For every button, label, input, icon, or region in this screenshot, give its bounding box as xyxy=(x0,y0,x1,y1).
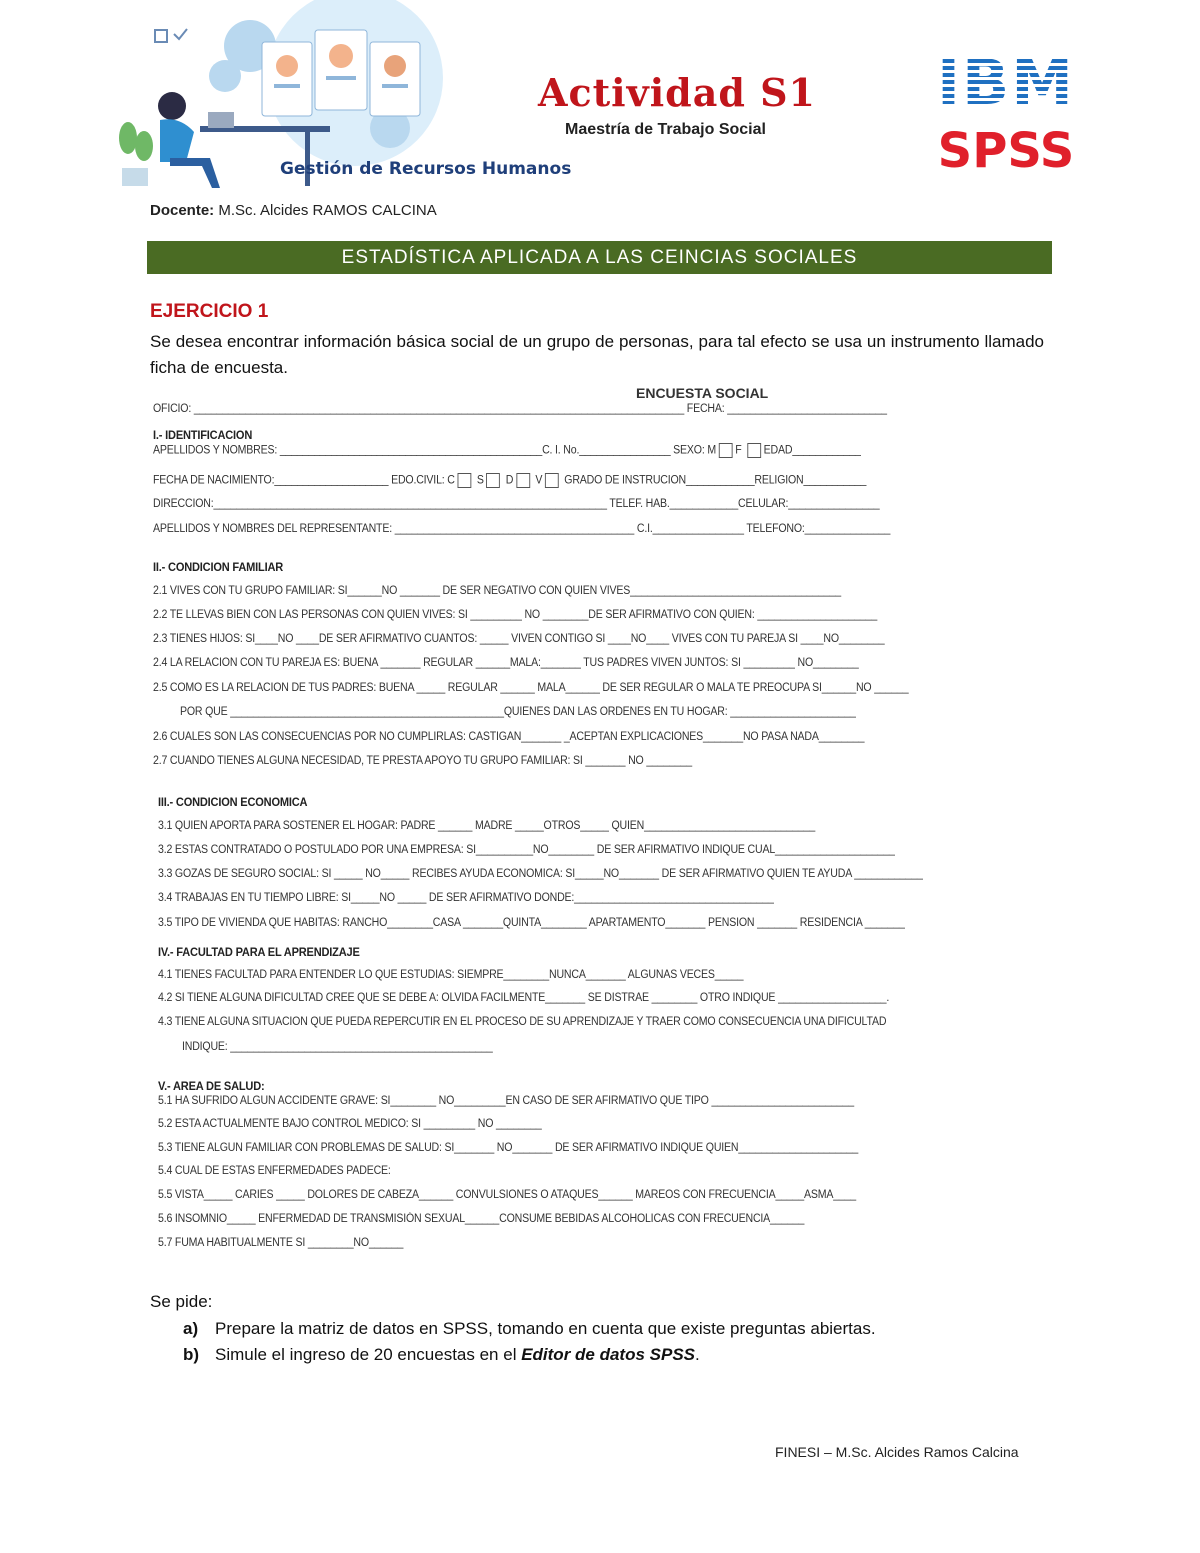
survey-name-line xyxy=(153,443,861,458)
activity-title: Actividad S1 xyxy=(538,70,816,115)
question-5-6: 5.6 INSOMNIO_____ ENFERMEDAD DE TRANSMISIÓN SEXUAL______CONSUME BEBIDAS ALCOHOLICAS CON FRECUENCIA______ xyxy=(158,1213,805,1225)
question-2-1: 2.1 VIVES CON TU GRUPO FAMILIAR: SI______NO _______ DE SER NEGATIVO CON QUIEN VIVES_____________________________________ xyxy=(153,585,841,597)
teacher-name: M.Sc. Alcides RAMOS CALCINA xyxy=(218,202,437,219)
course-banner: ESTADÍSTICA APLICADA A LAS CEINCIAS SOCIALES xyxy=(147,241,1052,274)
teacher-label: Docente: xyxy=(150,202,215,219)
question-5-2: 5.2 ESTA ACTUALMENTE BAJO CONTROL MEDICO: SI _________ NO ________ xyxy=(158,1118,542,1130)
survey-oficio-line: OFICIO: ______________________________________________________________________________________ FECHA: ____________________________ xyxy=(153,403,887,415)
checkbox-icon xyxy=(155,30,167,42)
section-familiar-heading: II.- CONDICION FAMILIAR xyxy=(153,560,284,574)
civil-d-checkbox[interactable] xyxy=(516,473,530,488)
exercise-title: EJERCICIO 1 xyxy=(150,301,269,322)
survey-address-line: DIRECCION:_____________________________________________________________________ TELEF. HAB.____________CELULAR:________________ xyxy=(153,498,880,510)
question-2-6: 2.6 CUALES SON LAS CONSECUENCIAS POR NO CUMPLIRLAS: CASTIGAN_______ _ACEPTAN EXPLICACIONES_______NO PASA NADA________ xyxy=(153,731,865,743)
question-3-3: 3.3 GOZAS DE SEGURO SOCIAL: SI _____ NO_____ RECIBES AYUDA ECONOMICA: SI_____NO_______ DE SER AFIRMATIVO QUIEN TE AYUDA ____________ xyxy=(158,868,923,880)
sex-f-label: F xyxy=(735,444,742,457)
civil-v-label: V xyxy=(535,474,543,487)
question-2-5: 2.5 COMO ES LA RELACION DE TUS PADRES: BUENA _____ REGULAR ______ MALA______ DE SER REGULAR O MALA TE PREOCUPA SI______NO ______ xyxy=(153,682,909,694)
question-4-2: 4.2 SI TIENE ALGUNA DIFICULTAD CREE QUE SE DEBE A: OLVIDA FACILMENTE_______ SE DISTRAE ________ OTRO INDIQUE ___________________. xyxy=(158,992,890,1004)
check-icon xyxy=(174,29,187,39)
question-2-7: 2.7 CUANDO TIENES ALGUNA NECESIDAD, TE PRESTA APOYO TU GRUPO FAMILIAR: SI _______ NO ________ xyxy=(153,755,692,767)
question-4-3: 4.3 TIENE ALGUNA SITUACION QUE PUEDA REPERCUTIR EN EL PROCESO DE SU APRENDIZAJE Y TRAER COMO CONSECUENCIA UNA DIFICULTAD xyxy=(158,1016,887,1028)
plant-icon xyxy=(119,122,153,186)
survey-birth-line xyxy=(153,473,866,488)
task-b-text-emphasis: Editor de datos SPSS xyxy=(521,1345,696,1364)
program-subtitle: Maestría de Trabajo Social xyxy=(565,121,766,138)
civil-c-checkbox[interactable] xyxy=(458,473,472,488)
question-3-2: 3.2 ESTAS CONTRATADO O POSTULADO POR UNA EMPRESA: SI__________NO________ DE SER AFIRMATIVO INDIQUE CUAL_____________________ xyxy=(158,844,895,856)
civil-v-checkbox[interactable] xyxy=(545,473,559,488)
section-salud-heading: V.- AREA DE SALUD: xyxy=(158,1079,265,1093)
survey-title: ENCUESTA SOCIAL xyxy=(636,385,769,401)
instruction-text: GRADO DE INSTRUCION____________RELIGION___________ xyxy=(564,474,867,487)
profile-cards-icon xyxy=(262,30,420,116)
sex-m-checkbox[interactable] xyxy=(719,443,733,458)
question-5-5: 5.5 VISTA_____ CARIES _____ DOLORES DE CABEZA______ CONVULSIONES O ATAQUES______ MAREOS CON FRECUENCIA_____ASMA____ xyxy=(158,1189,857,1201)
question-5-7: 5.7 FUMA HABITUALMENTE SI ________NO______ xyxy=(158,1237,404,1249)
task-b-text-pre: Simule el ingreso de 20 encuestas en el xyxy=(215,1345,522,1364)
question-5-3: 5.3 TIENE ALGUN FAMILIAR CON PROBLEMAS DE SALUD: SI_______ NO_______ DE SER AFIRMATIVO INDIQUE QUIEN_____________________ xyxy=(158,1142,859,1154)
page-footer: FINESI – M.Sc. Alcides Ramos Calcina xyxy=(775,1444,1019,1460)
question-4-1: 4.1 TIENES FACULTAD PARA ENTENDER LO QUE ESTUDIAS: SIEMPRE________NUNCA_______ ALGUNAS VECES_____ xyxy=(158,969,744,981)
hr-logo-illustration xyxy=(110,8,572,193)
section-economica-heading: III.- CONDICION ECONOMICA xyxy=(158,795,308,809)
edad-label: EDAD____________ xyxy=(763,444,861,457)
task-b xyxy=(183,1345,700,1365)
question-5-4: 5.4 CUAL DE ESTAS ENFERMEDADES PADECE: xyxy=(158,1165,391,1177)
sex-f-checkbox[interactable] xyxy=(747,443,761,458)
civil-s-checkbox[interactable] xyxy=(486,473,500,488)
ibm-wordmark: IBM xyxy=(936,46,1076,119)
civil-d-label: D xyxy=(505,474,514,487)
task-a-text: Prepare la matriz de datos en SPSS, tomando en cuenta que existe preguntas abiertas. xyxy=(215,1319,876,1338)
ibm-spss-logo xyxy=(920,46,1092,179)
question-3-4: 3.4 TRABAJAS EN TU TIEMPO LIBRE: SI_____NO _____ DE SER AFIRMATIVO DONDE:___________________________________ xyxy=(158,892,774,904)
question-3-5: 3.5 TIPO DE VIVIENDA QUE HABITAS: RANCHO________CASA _______QUINTA________ APARTAMENTO_______ PENSION _______ RESIDENCIA _______ xyxy=(158,917,905,929)
tasks-intro: Se pide: xyxy=(150,1292,213,1311)
exercise-description: Se desea encontrar información básica social de un grupo de personas, para tal efecto se usa un instrumento llamado ficha de encuesta. xyxy=(150,332,1044,377)
logo-caption: Gestión de Recursos Humanos xyxy=(280,159,572,179)
question-2-3: 2.3 TIENES HIJOS: SI____NO ____DE SER AFIRMATIVO CUANTOS: _____ VIVEN CONTIGO SI ____NO____ VIVES CON TU PAREJA SI ____NO________ xyxy=(153,633,885,645)
section-identificacion-heading: I.- IDENTIFICACION xyxy=(153,428,253,442)
survey-name-text: APELLIDOS Y NOMBRES: ______________________________________________C. I. No.________________ SEXO: M xyxy=(153,444,716,457)
section-aprendizaje-heading: IV.- FACULTAD PARA EL APRENDIZAJE xyxy=(158,945,360,959)
question-5-1: 5.1 HA SUFRIDO ALGUN ACCIDENTE GRAVE: SI________ NO_________EN CASO DE SER AFIRMATIVO QUE TIPO _________________________ xyxy=(158,1095,854,1107)
task-b-label: b) xyxy=(183,1345,200,1364)
survey-representative-line: APELLIDOS Y NOMBRES DEL REPRESENTANTE: __________________________________________ C.I.________________ TELEFONO:_______________ xyxy=(153,523,891,535)
task-a-label: a) xyxy=(183,1319,199,1338)
question-3-1: 3.1 QUIEN APORTA PARA SOSTENER EL HOGAR: PADRE ______ MADRE _____OTROS_____ QUIEN______________________________ xyxy=(158,820,816,832)
spss-wordmark: SPSS xyxy=(937,123,1075,179)
teacher-line xyxy=(150,202,437,219)
question-2-4: 2.4 LA RELACION CON TU PAREJA ES: BUENA _______ REGULAR ______MALA:_______ TUS PADRES VIVEN JUNTOS: SI _________ NO________ xyxy=(153,657,859,669)
question-2-5-continued: POR QUE ________________________________________________QUIENES DAN LAS ORDENES EN TU HOGAR: ______________________ xyxy=(180,706,856,718)
birth-text: FECHA DE NACIMIENTO:____________________ EDO.CIVIL: C xyxy=(153,474,455,487)
question-2-2: 2.2 TE LLEVAS BIEN CON LAS PERSONAS CON QUIEN VIVES: SI _________ NO ________DE SER AFIRMATIVO CON QUIEN: _____________________ xyxy=(153,609,878,621)
civil-s-label: S xyxy=(476,474,484,487)
task-a xyxy=(183,1319,876,1339)
question-4-3-continued: INDIQUE: ______________________________________________ xyxy=(182,1041,493,1053)
task-b-text-post: . xyxy=(695,1345,700,1364)
